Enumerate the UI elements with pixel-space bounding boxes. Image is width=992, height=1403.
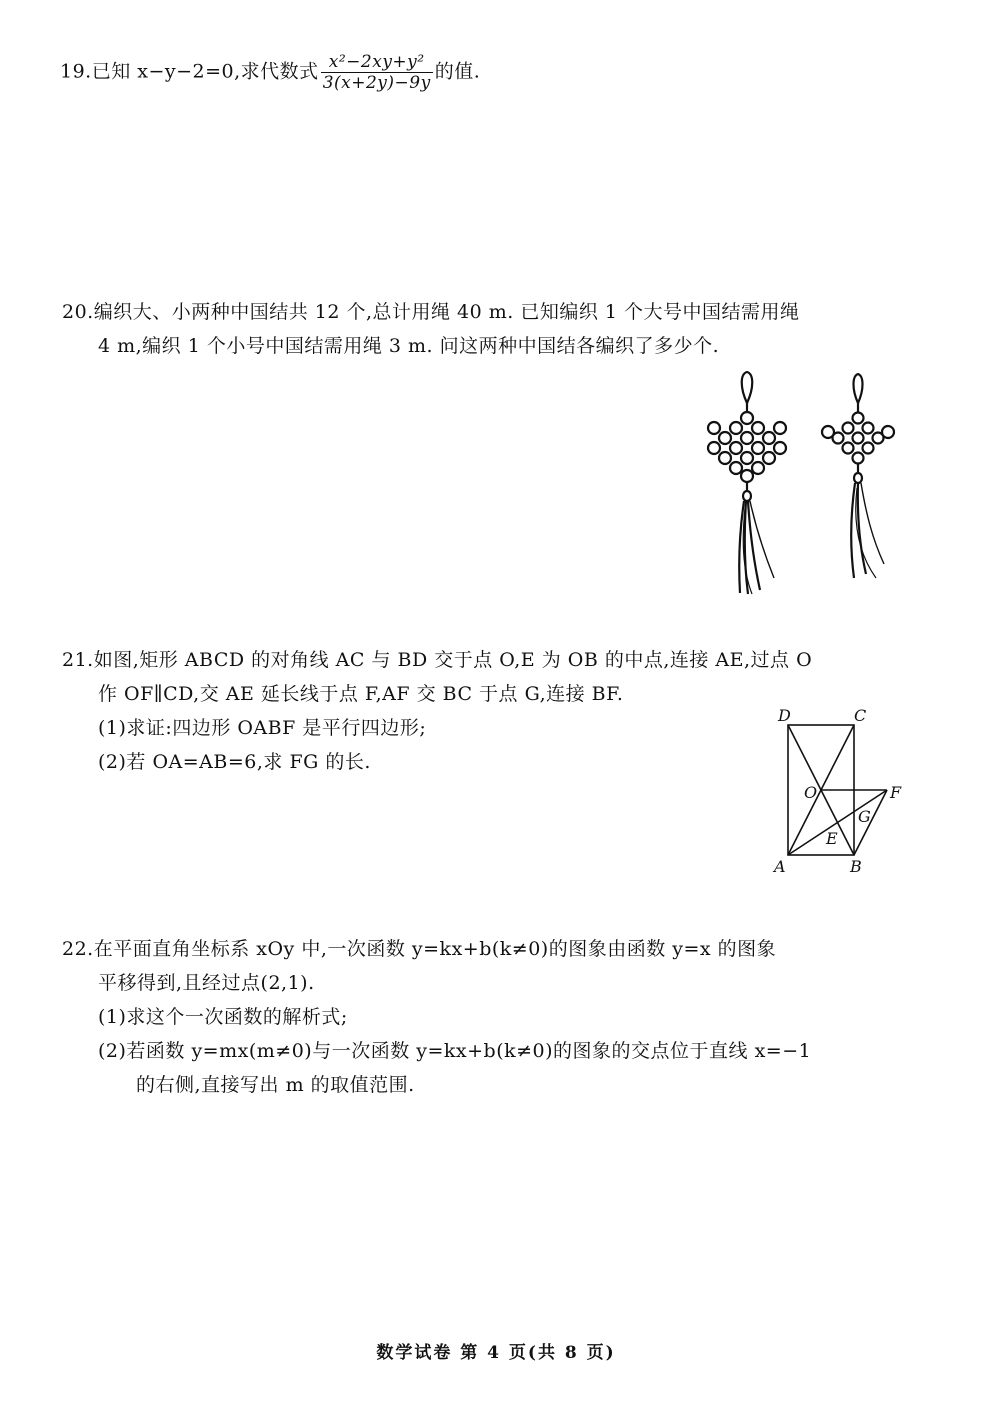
question-20 [62, 295, 800, 363]
q20-line-1: 20.编织大、小两种中国结共 12 个,总计用绳 40 m. 已知编织 1 个大号中国结需用绳 [62, 301, 800, 323]
label-o: O [804, 783, 818, 802]
q21-part-2: (2)若 OA=AB=6,求 FG 的长. [98, 751, 371, 773]
q22-part-2-line-2: 的右侧,直接写出 m 的取值范围. [136, 1074, 415, 1096]
q21-line-1: 21.如图,矩形 ABCD 的对角线 AC 与 BD 交于点 O,E 为 OB 的中点,连接 AE,过点 O [62, 649, 813, 671]
chinese-knots-illustration [700, 368, 920, 600]
q21-part-1: (1)求证:四边形 OABF 是平行四边形; [98, 717, 427, 739]
q20-line-2: 4 m,编织 1 个小号中国结需用绳 3 m. 问这两种中国结各编织了多少个. [98, 335, 720, 357]
question-21 [62, 643, 812, 779]
q21-line-2: 作 OF∥CD,交 AE 延长线于点 F,AF 交 BC 于点 G,连接 BF. [98, 683, 624, 705]
page-footer: 数学试卷 第 4 页(共 8 页) [376, 1343, 616, 1363]
label-b: B [850, 857, 862, 876]
rectangle-geometry-figure [770, 700, 920, 880]
label-d: D [778, 706, 791, 725]
large-knot-image [708, 372, 786, 594]
label-e: E [826, 829, 838, 848]
q19-suffix: 的值. [434, 60, 481, 83]
small-knot-image [822, 374, 894, 578]
label-a: A [774, 857, 786, 876]
q22-line-1: 22.在平面直角坐标系 xOy 中,一次函数 y=kx+b(k≠0)的图象由函数 y=x 的图象 [62, 938, 777, 960]
q22-line-2: 平移得到,且经过点(2,1). [98, 972, 315, 994]
question-22 [62, 932, 811, 1102]
label-c: C [854, 706, 867, 725]
q19-fraction [321, 52, 433, 93]
q19-fraction-numerator: x²−2xy+y² [321, 52, 433, 73]
q22-part-2-line-1: (2)若函数 y=mx(m≠0)与一次函数 y=kx+b(k≠0)的图象的交点位于直线 x=−1 [98, 1040, 812, 1062]
q19-fraction-denominator: 3(x+2y)−9y [322, 73, 431, 93]
label-f: F [890, 783, 902, 802]
question-19 [60, 52, 480, 93]
q22-part-1: (1)求这个一次函数的解析式; [98, 1006, 348, 1028]
q19-prefix: 19.已知 x−y−2=0,求代数式 [60, 60, 319, 83]
label-g: G [858, 807, 871, 826]
